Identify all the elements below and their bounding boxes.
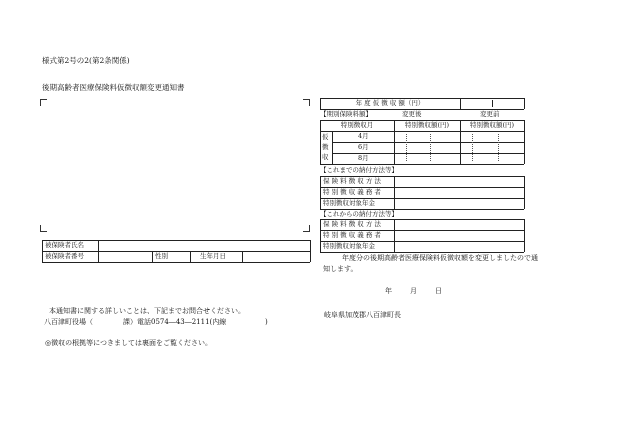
insured-name-label: 被保険者氏名 xyxy=(45,241,84,249)
contact-office: 八百津町役場（ xyxy=(44,318,93,326)
date-month: 月 xyxy=(410,287,417,295)
address-corner-top-right xyxy=(303,99,310,106)
previous-row-obligor: 特 別 徴 収 義 務 者 xyxy=(323,188,381,196)
address-corner-top-left xyxy=(40,99,47,106)
previous-method-label: 【これまでの納付方法等】 xyxy=(320,166,398,174)
provisional-header: 年 度 仮 徴 収 額（円） xyxy=(355,99,425,107)
col-amount-after: 特別徴収額(円) xyxy=(404,121,450,129)
col-collection-month: 特別徴収月 xyxy=(340,121,374,129)
month-row-2: 6月 xyxy=(358,143,369,151)
period-section-label: 【期別保険料額】 xyxy=(320,110,372,118)
notice-line-1: 年度分の後期高齢者医療保険料仮徴収額を変更しましたので通 xyxy=(342,254,538,262)
issuer: 岐阜県加茂郡八百津町長 xyxy=(324,311,401,319)
notice-line-2: 知します。 xyxy=(323,265,358,273)
before-change-label: 変更前 xyxy=(480,110,500,118)
footnote: ◎徴収の根拠等につきましては裏面をご覧ください。 xyxy=(45,339,212,347)
contact-close-paren: ) xyxy=(265,318,268,326)
insured-number-label: 被保険者番号 xyxy=(45,252,84,260)
gender-label: 性別 xyxy=(155,252,168,260)
birthdate-label: 生年月日 xyxy=(200,252,226,260)
previous-method-table xyxy=(320,176,524,209)
col-amount-before: 特別徴収額(円) xyxy=(469,121,515,129)
address-corner-bottom-right xyxy=(303,225,310,232)
future-row-pension: 特別徴収対象年金 xyxy=(323,242,375,250)
address-corner-bottom-left xyxy=(40,225,47,232)
insured-info-table xyxy=(42,240,310,262)
contact-dept-phone: 課）電話0574―43―2111(内線 xyxy=(123,318,227,326)
month-row-1: 4月 xyxy=(358,132,369,140)
month-row-3: 8月 xyxy=(358,154,369,162)
provisional-side-label: 仮徴収 xyxy=(322,133,329,161)
date-year: 年 xyxy=(385,287,392,295)
future-row-collection-method: 保 険 料 徴 収 方 法 xyxy=(323,220,381,228)
form-number: 様式第2号の2(第2条関係) xyxy=(42,56,130,65)
contact-line-1: 本通知書に関する詳しいことは、下記までお問合せください。 xyxy=(49,307,245,315)
future-method-table xyxy=(320,219,524,252)
after-change-label: 変更後 xyxy=(402,110,422,118)
date-day: 日 xyxy=(435,287,442,295)
document-title: 後期高齢者医療保険料仮徴収額変更通知書 xyxy=(42,83,185,92)
previous-row-pension: 特別徴収対象年金 xyxy=(323,199,375,207)
future-row-obligor: 特 別 徴 収 義 務 者 xyxy=(323,231,381,239)
future-method-label: 【これからの納付方法等】 xyxy=(320,210,398,218)
previous-row-collection-method: 保 険 料 徴 収 方 法 xyxy=(323,177,381,185)
provisional-collection-table xyxy=(320,98,524,164)
